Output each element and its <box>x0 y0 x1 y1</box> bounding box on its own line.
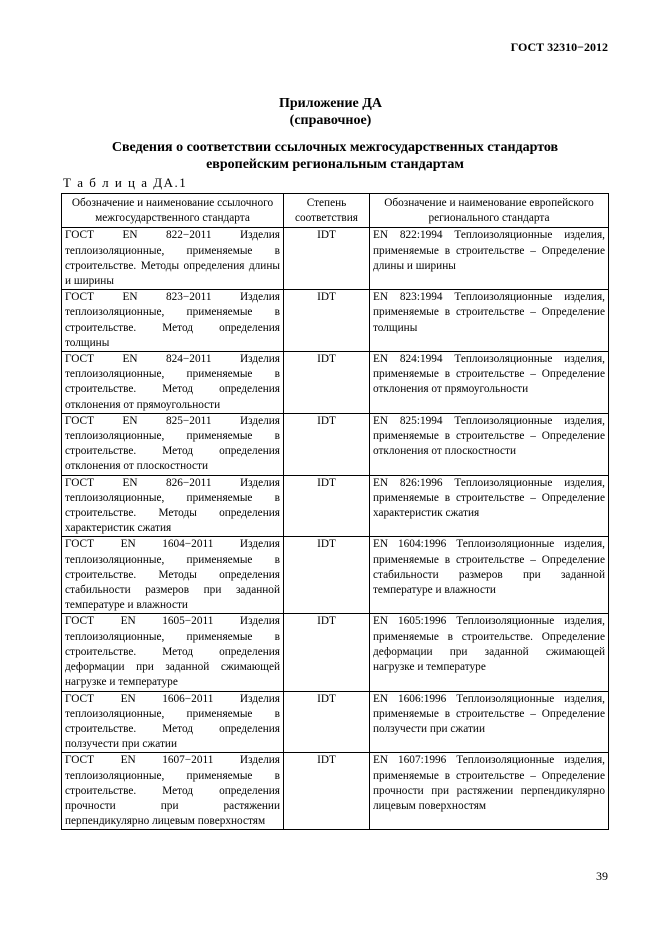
degree-cell: IDT <box>284 352 370 414</box>
table-row <box>62 537 609 614</box>
european-standard-cell: EN 1606:1996 Теплоизоляционные изделия, применяемые в строительстве – Определение ползучести при сжатии <box>370 691 609 753</box>
interstate-standard-cell: ГОСТ EN 826−2011 Изделия теплоизоляционные, применяемые в строительстве. Методы определения характеристик сжатия <box>62 475 284 537</box>
degree-cell: IDT <box>284 413 370 475</box>
page-number: 39 <box>596 869 608 883</box>
degree-cell: IDT <box>284 290 370 352</box>
interstate-standard-cell: ГОСТ EN 825−2011 Изделия теплоизоляционные, применяемые в строительстве. Метод определения отклонения от плоскостности <box>62 413 284 475</box>
appendix-heading <box>0 95 661 129</box>
interstate-standard-cell: ГОСТ EN 1606−2011 Изделия теплоизоляционные, применяемые в строительстве. Метод определения ползучести при сжатии <box>62 691 284 753</box>
european-standard-cell: EN 824:1994 Теплоизоляционные изделия, применяемые в строительстве – Определение отклонения от прямоугольности <box>370 352 609 414</box>
table-header-row <box>62 194 609 228</box>
european-standard-cell: EN 822:1994 Теплоизоляционные изделия, применяемые в строительстве – Определение длины и ширины <box>370 228 609 290</box>
degree-cell: IDT <box>284 475 370 537</box>
degree-cell: IDT <box>284 614 370 691</box>
degree-cell: IDT <box>284 228 370 290</box>
document-code: ГОСТ 32310−2012 <box>510 40 608 54</box>
degree-cell: IDT <box>284 753 370 830</box>
interstate-standard-cell: ГОСТ EN 1605−2011 Изделия теплоизоляционные, применяемые в строительстве. Метод определения деформации при заданной сжимающей нагрузке и температуре <box>62 614 284 691</box>
european-standard-cell: EN 1607:1996 Теплоизоляционные изделия, применяемые в строительстве – Определение прочности при растяжении перпендикулярно лицевым поверхностям <box>370 753 609 830</box>
table-row <box>62 352 609 414</box>
header-degree: Степень соответствия <box>284 194 370 228</box>
european-standard-cell: EN 825:1994 Теплоизоляционные изделия, применяемые в строительстве – Определение отклонения от плоскостности <box>370 413 609 475</box>
table-row <box>62 413 609 475</box>
interstate-standard-cell: ГОСТ EN 822−2011 Изделия теплоизоляционные, применяемые в строительстве. Методы определения длины и ширины <box>62 228 284 290</box>
table-caption: Т а б л и ц а ДА.1 <box>63 175 188 190</box>
european-standard-cell: EN 1604:1996 Теплоизоляционные изделия, применяемые в строительстве – Определение стабильности размеров при заданной температуре и влажности <box>370 537 609 614</box>
table-row <box>62 753 609 830</box>
table-row <box>62 691 609 753</box>
header-european-standard: Обозначение и наименование европейского регионального стандарта <box>370 194 609 228</box>
degree-cell: IDT <box>284 537 370 614</box>
european-standard-cell: EN 1605:1996 Теплоизоляционные изделия, применяемые в строительстве. Определение деформации при заданной сжимающей нагрузке и температуре <box>370 614 609 691</box>
degree-cell: IDT <box>284 691 370 753</box>
header-interstate-standard: Обозначение и наименование ссылочного межгосударственного стандарта <box>62 194 284 228</box>
interstate-standard-cell: ГОСТ EN 1604−2011 Изделия теплоизоляционные, применяемые в строительстве. Методы определения стабильности размеров при заданной температуре и влажности <box>62 537 284 614</box>
european-standard-cell: EN 826:1996 Теплоизоляционные изделия, применяемые в строительстве – Определение характеристик сжатия <box>370 475 609 537</box>
interstate-standard-cell: ГОСТ EN 1607−2011 Изделия теплоизоляционные, применяемые в строительстве. Метод определения прочности при растяжении перпендикулярно лицевым поверхностям <box>62 753 284 830</box>
appendix-title: Приложение ДА <box>278 96 383 111</box>
table-row <box>62 290 609 352</box>
appendix-subtitle: (справочное) <box>289 113 372 128</box>
european-standard-cell: EN 823:1994 Теплоизоляционные изделия, применяемые в строительстве – Определение толщины <box>370 290 609 352</box>
table-row <box>62 475 609 537</box>
table-row <box>62 228 609 290</box>
interstate-standard-cell: ГОСТ EN 823−2011 Изделия теплоизоляционные, применяемые в строительстве. Метод определения толщины <box>62 290 284 352</box>
table-row <box>62 614 609 691</box>
interstate-standard-cell: ГОСТ EN 824−2011 Изделия теплоизоляционные, применяемые в строительстве. Метод определения отклонения от прямоугольности <box>62 352 284 414</box>
correspondence-table <box>61 193 609 830</box>
page-title: Сведения о соответствии ссылочных межгосударственных стандартов европейским региональным стандартам <box>111 140 559 172</box>
